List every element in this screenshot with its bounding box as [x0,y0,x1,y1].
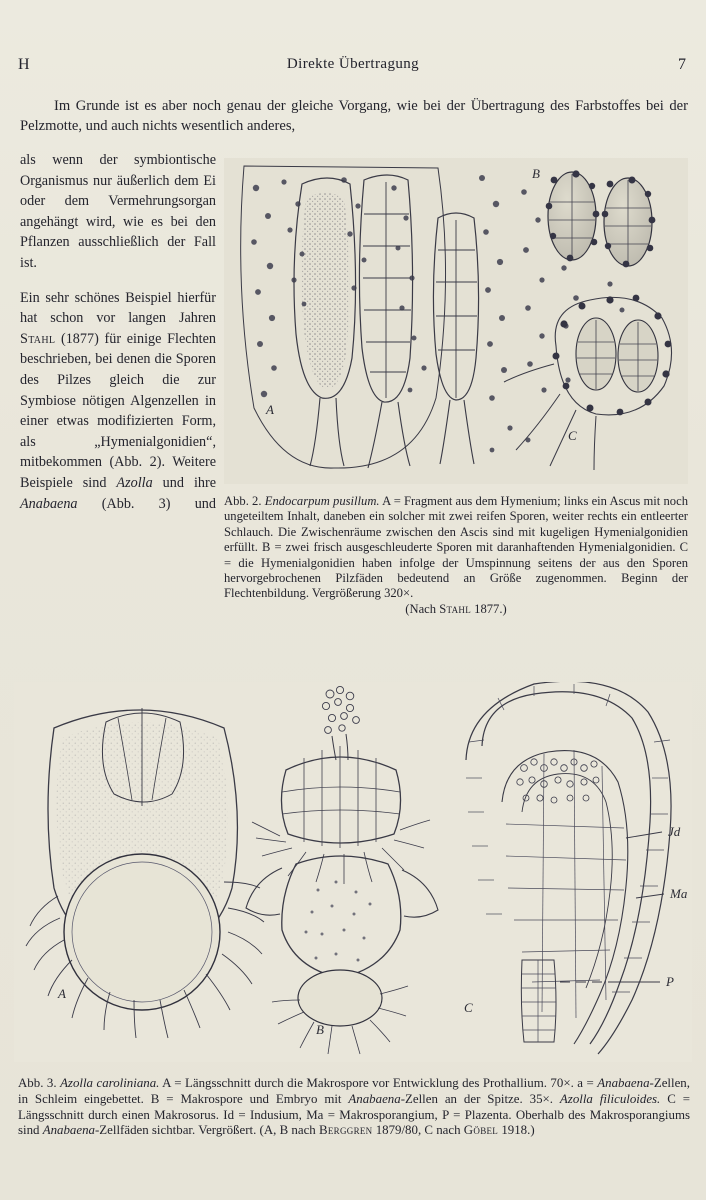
figure-2-drawing [224,158,688,484]
caption3-italic-4: Anabaena [42,1123,95,1138]
left-text-column [20,150,216,528]
figure3-label-B: B [316,1022,324,1037]
caption2-source-suffix: 1877.) [471,601,507,616]
para2-part-d: (Abb. 3) und [77,495,216,512]
caption2-source-name: Stahl [439,601,471,616]
caption3-source-2: Göbel [463,1123,499,1138]
figure2-label-C: C [568,428,577,443]
caption3-italic-2: Anabaena [348,1091,401,1106]
caption3-italic-1: Anabaena [597,1076,650,1090]
genus-anabaena: Anabaena [20,495,78,512]
author-stahl: Stahl [20,330,56,347]
figure3-label-A: A [58,986,66,1001]
running-title: Direkte Übertragung [286,56,420,72]
caption3-body5: -Zellfäden sichtbar. Vergrößert. (A, B nach [95,1123,319,1138]
figure-3-caption [18,1076,690,1139]
para2-part-b: (1877) für einige Flechten beschrieben, bei denen die Sporen des Pilzes gleich die zur Symbiose nötigen Algenzellen in einer etwas modifizierten Form, als „Hymenialgonidien“, mitbekommen (Abb. 2). Weitere Beispiele sind [20,330,216,491]
caption2-species: Endocarpum pusillum. [264,494,380,508]
annotation-Ma: Ma [670,886,688,901]
caption3-abb: Abb. 3. [18,1076,57,1090]
caption2-body: A = Fragment aus dem Hymenium; links ein Ascus mit noch ungeteiltem Inhalt, daneben ein solcher mit zwei reifen Sporen, weiter rechts ein entleerter Schlauch. Die Zwischenräume zwischen den Ascis sind mit kugeligen Hymenialgonidien erfüllt. B = zwei frisch ausgeschleuderte Sporen mit daranhaftenden Hymenialgonidien. C = die Hymenialgonidien haben infolge der Umspinnung seitens der aus den Sporen hervorgebrochenen Pilzfäden bedeutend an Größe zugenommen. Beginn der Flechtenbildung. Vergrößerung 320×. [224,494,688,601]
caption3-body4: C = Längsschnitt durch einen Makrosorus. Id = Indusium, Ma = Makrosporangium, P = Plazenta. Oberhalb des Makrosporangiums sind [18,1091,690,1138]
caption3-body6: 1879/80, C nach [372,1123,464,1138]
paragraph-2 [20,288,216,515]
caption2-source-prefix: (Nach [405,601,440,616]
caption3-source-1: Berggren [318,1123,373,1138]
caption2-source [224,602,688,617]
figure2-label-A: A [266,402,274,417]
figure-2-plate [224,158,688,484]
figure3-label-C: C [464,1000,473,1015]
intro-text: Im Grunde ist es aber noch genau der gleiche Vorgang, wie bei der Übertragung des Farbstoffes bei der Pelzmotte, und auch nichts wesentlich anderes, [20,98,688,134]
caption3-body1: A = Längsschnitt durch die Makrospore vor Entwicklung des Prothallium. 70×. a = [159,1076,598,1090]
caption3-body7: 1918.) [498,1123,535,1138]
paragraph-1: als wenn der symbiontische Organismus nur äußerlich dem Ei oder dem Vermehrungsorgan angehängt wird, wie es bei den Pflanzen ausschließlich der Fall ist. [20,152,216,271]
page-number: 7 [678,56,686,73]
annotation-Jd: Jd [668,824,681,839]
header-left-mark: H [18,56,31,73]
caption3-body3: -Zellen an der Spitze. 35×. [400,1091,560,1106]
caption3-species: Azolla caroliniana. [60,1076,160,1090]
figure-3-plate [14,682,692,1062]
para2-part-a: Ein sehr schönes Beispiel hierfür hat schon vor langen Jahren [20,289,216,327]
page-header [0,56,706,78]
figure-2-caption [224,494,688,617]
figure2-label-B: B [532,166,540,181]
genus-azolla: Azolla [116,474,153,491]
annotation-P: P [666,974,674,989]
caption2-abb: Abb. 2. [224,494,262,508]
caption3-italic-3: Azolla filiculoides. [559,1091,661,1106]
caption3-body2: -Zellen, in Schleim eingebettet. B = Makrospore und Embryo mit [18,1076,690,1106]
para2-part-c: und ihre [152,474,216,491]
intro-paragraph [20,96,688,136]
figure-3-drawing [14,682,692,1062]
